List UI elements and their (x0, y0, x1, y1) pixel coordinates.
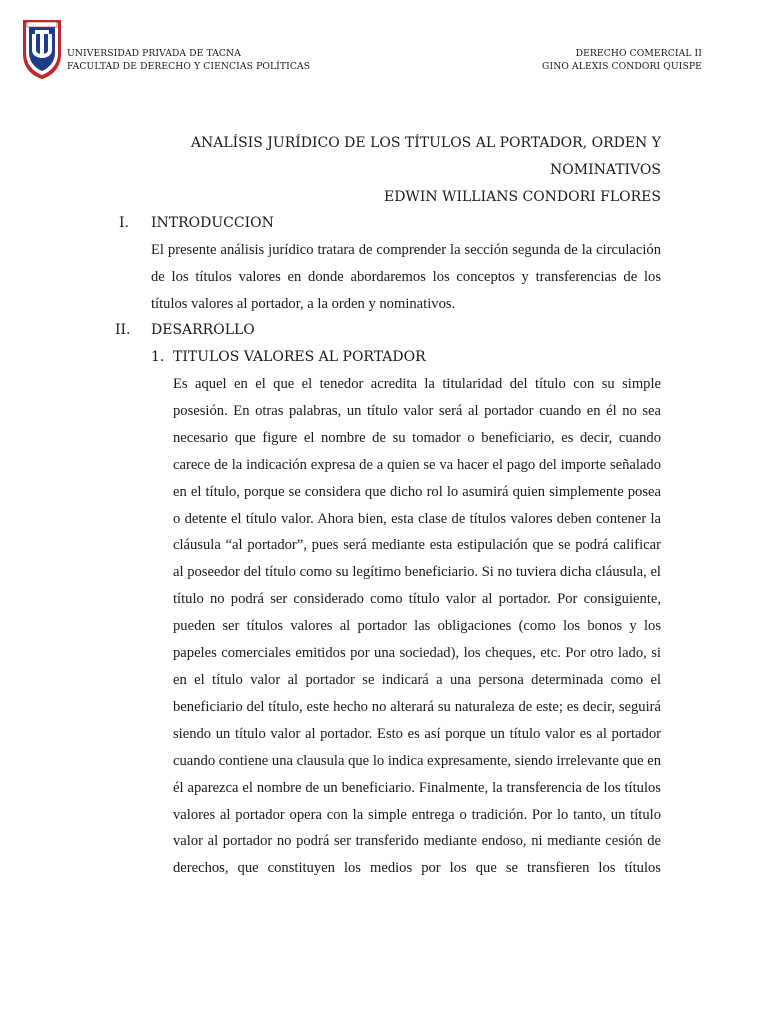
section-1-number: I. (119, 215, 129, 231)
header-author-name: GINO ALEXIS CONDORI QUISPE (542, 61, 702, 72)
document-title-line2: NOMINATIVOS (550, 162, 661, 178)
course-name: DERECHO COMERCIAL II (575, 48, 702, 59)
portador-body-paragraph: Es aquel en el que el tenedor acredita la titularidad del título con su simple posesión. En otras palabras, un título valor será al portador cuando en él no sea necesario que figure el nombre de su tomador o beneficiario, es decir, cuando carece de la indicación expresa de a quien se va hacer el pago del importe señalado en el título, porque se considera que dicho rol lo asumirá quien simplemente posea o detente el título valor. Ahora bien, esta clase de títulos valores deben contener la cláusula “al portador”, pues será mediante esta estipulación que se podrá calificar al poseedor del título como su legítimo beneficiario. Si no tuviera dicha cláusula, el título no podrá ser considerado como título valor al portador. Por consiguiente, pueden ser títulos valores al portador las obligaciones (como los bonos y los papeles comerciales emitidos por una sociedad), los cheques, etc. Por otro lado, si en el título valor al portador se indicará a una persona determinada como el beneficiario del título, este hecho no alterará su naturaleza de este; es decir, seguirá siendo un título valor al portador. Esto es así porque un título valor es al portador cuando contiene una clausula que lo indica expresamente, siendo irrelevante que en él aparezca el nombre de un beneficiario. Finalmente, la transferencia de los títulos valores al portador opera con la simple entrega o tradición. Por lo tanto, un título valor al portador no podrá ser transferido mediante endoso, ni mediante cesión de derechos, que constituyen los medios por los que se transfieren los títulos (173, 376, 661, 877)
faculty-name: FACULTAD DE DERECHO Y CIENCIAS POLÍTICAS (67, 61, 311, 72)
university-name: UNIVERSIDAD PRIVADA DE TACNA (67, 48, 241, 59)
document-title-block (180, 130, 661, 211)
document-author: EDWIN WILLIANS CONDORI FLORES (383, 189, 661, 205)
section-2-heading: DESARROLLO (151, 322, 255, 338)
section-2-number: II. (115, 322, 131, 338)
document-title-line1: ANALÍSIS JURÍDICO DE LOS TÍTULOS AL PORTADOR, ORDEN Y (190, 135, 661, 151)
university-crest-logo (20, 16, 64, 80)
introduction-paragraph: El presente análisis jurídico tratara de comprender la sección segunda de la circulación de los títulos valores en donde abordaremos los conceptos y transferencias de los títulos valores al portador, a la orden y nominativos. (151, 242, 661, 312)
subsection-1-number: 1. (151, 349, 165, 365)
subsection-1-heading: TITULOS VALORES AL PORTADOR (173, 349, 426, 365)
page-header-left (67, 47, 310, 73)
page-header-right (542, 47, 702, 73)
section-1-heading: INTRODUCCION (151, 215, 274, 231)
